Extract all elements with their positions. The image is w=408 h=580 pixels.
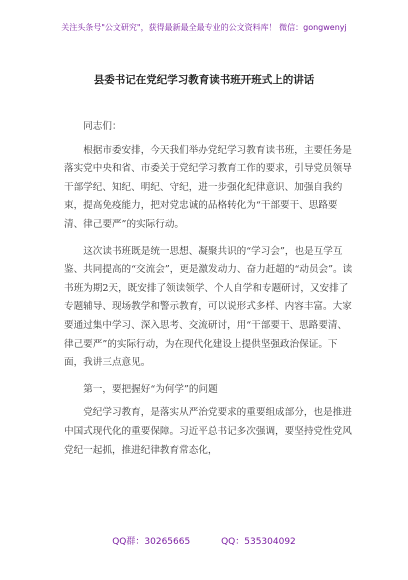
paragraph: 党纪学习教育，是落实从严治党要求的重要组成部分，也是推进中国式现代化的重要保障。习近平总书记多次强调，要坚持党性党风党纪一起抓，推进纪律教育常态化， [64, 407, 352, 456]
section-heading: 第一，要把握好“为何学”的问题 [83, 383, 218, 395]
salutation: 同志们： [83, 121, 122, 132]
header-promo-text: 关注头条号"公文研究"，获得最新最全最专业的公文资料库！ 微信：gongwenyj [61, 23, 347, 32]
document-body [64, 118, 354, 460]
footer-contacts [0, 534, 408, 547]
qq-group-text: QQ群：30265665 [112, 537, 191, 547]
paragraph: 根据市委安排，今天我们举办党纪学习教育读书班，主要任务是落实党中央和省、市委关于党纪学习教育工作的要求，引导党员领导干部学纪、知纪、明纪、守纪，进一步强化纪律意识、加强自我约束，提高免疫能力，把对党忠诚的品格转化为“干部要干、思路要清、律己要严”的实际行动。 [64, 144, 352, 230]
document-title: 县委书记在党纪学习教育读书班开班式上的讲话 [93, 74, 315, 86]
qq-contact-text: QQ：535304092 [221, 537, 296, 547]
paragraph: 这次读书班既是统一思想、凝聚共识的“学习会”，也是互学互鉴、共同提高的“交流会”，更是激发动力、奋力赶超的“动员会”。读书班为期2天，既安排了领读领学、个人自学和专题研讨，又安排了专题辅导、现场教学和警示教育，可以说形式多样、内容丰富。大家要通过集中学习、深入思考、交流研讨，用“干部要干、思路要清、律己要严”的实际行动，为在现代化建设上提供坚强政治保证。下面，我讲三点意见。 [64, 245, 353, 369]
